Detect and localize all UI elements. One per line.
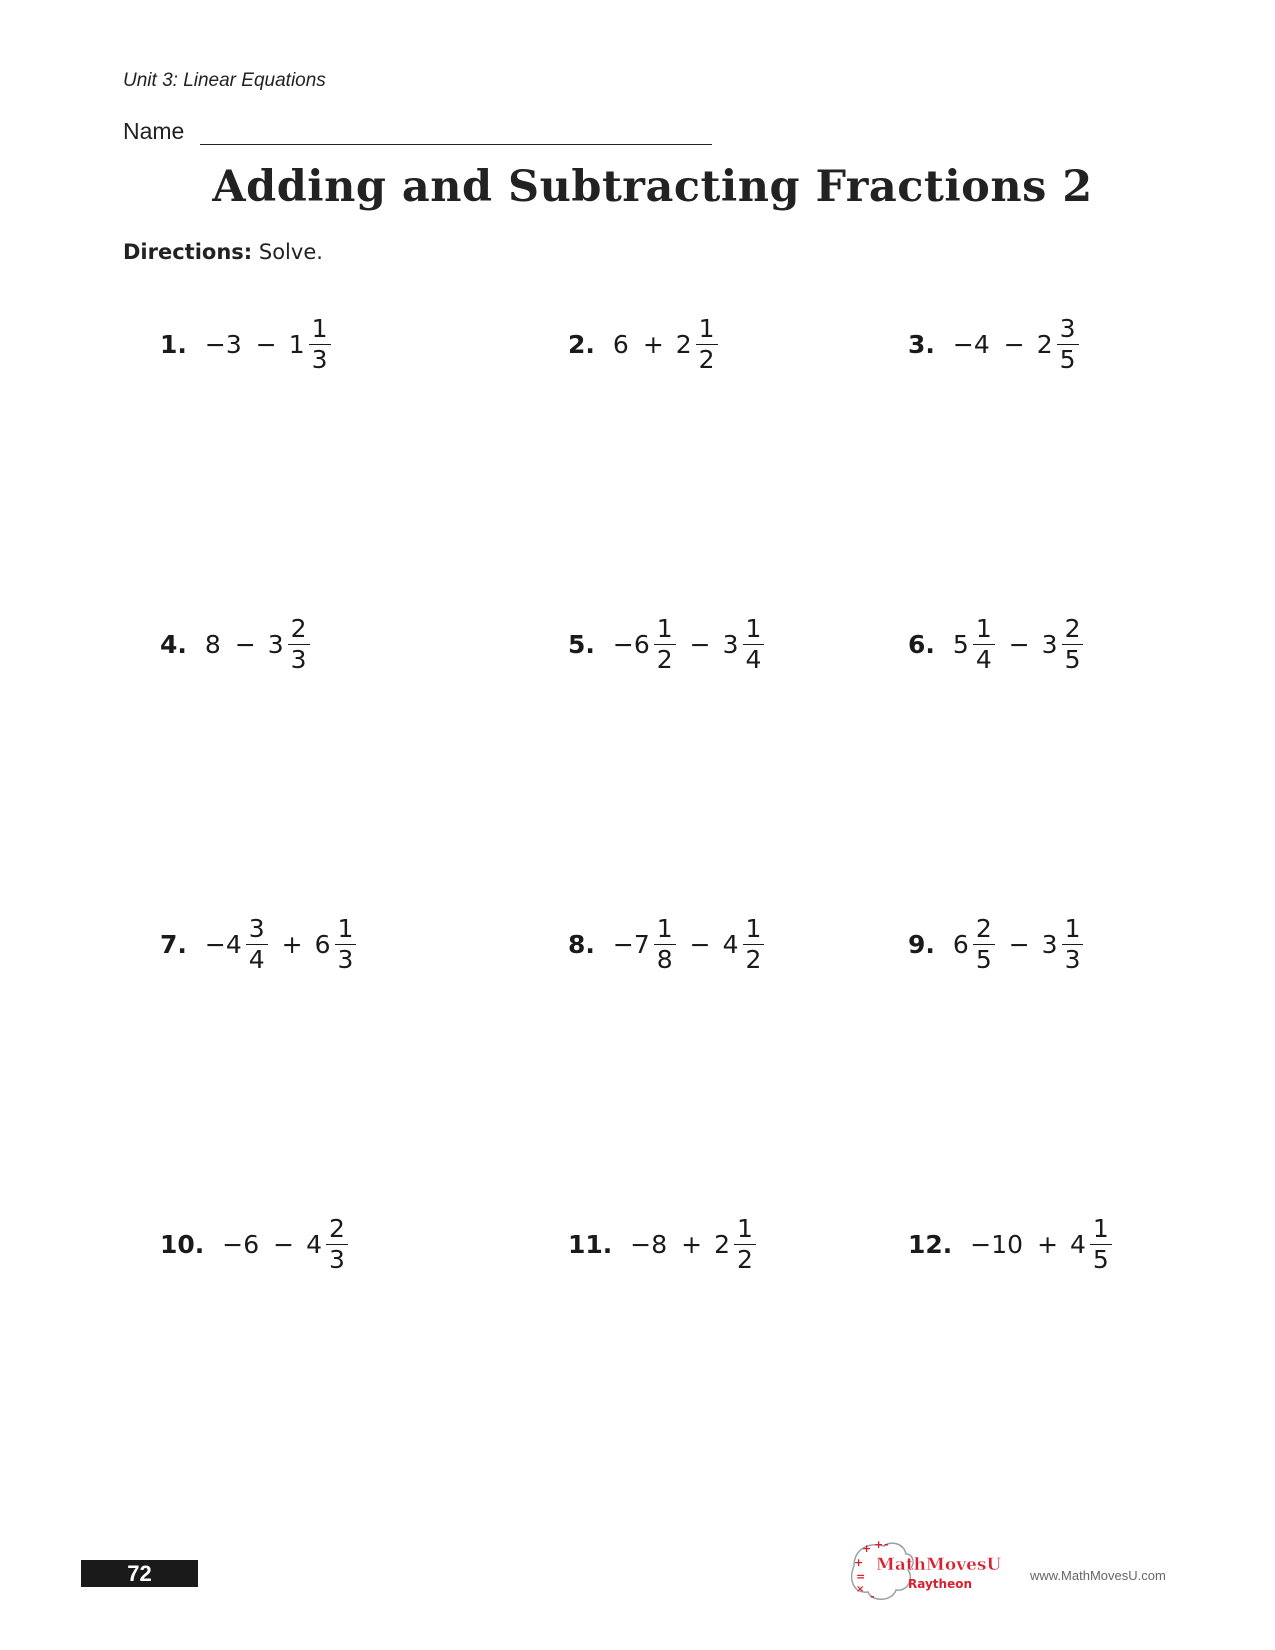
whole-number: 6 — [952, 929, 969, 959]
numerator: 3 — [1057, 314, 1079, 345]
fraction — [696, 314, 718, 375]
name-label: Name — [123, 118, 185, 144]
fraction — [973, 914, 995, 975]
directions-text: Solve. — [252, 240, 323, 264]
fraction — [654, 614, 676, 675]
problem-number: 3. — [908, 329, 935, 359]
denominator: 5 — [1059, 344, 1076, 374]
number-term — [289, 314, 333, 375]
fraction — [335, 914, 357, 975]
fraction — [288, 614, 310, 675]
whole-number: 3 — [1041, 929, 1058, 959]
operator: − — [689, 629, 711, 659]
number-term — [315, 914, 359, 975]
operator: − — [273, 1229, 295, 1259]
problem-5 — [568, 606, 766, 682]
denominator: 3 — [290, 644, 307, 674]
problem-number: 12. — [908, 1229, 953, 1259]
logo-wordmark: MathMovesU — [876, 1555, 1002, 1575]
number-term — [613, 914, 678, 975]
fraction — [1057, 314, 1079, 375]
numerator: 2 — [288, 614, 310, 645]
problem-number: 6. — [908, 629, 935, 659]
number-term — [222, 1230, 261, 1259]
denominator: 2 — [745, 944, 762, 974]
numerator: 1 — [1062, 914, 1084, 945]
directions-label: Directions: — [123, 240, 253, 264]
numerator: 1 — [743, 614, 765, 645]
problem-number: 4. — [160, 629, 187, 659]
whole-number: 4 — [1070, 1229, 1086, 1259]
whole-number: −3 — [204, 329, 242, 359]
whole-number: 8 — [204, 629, 221, 659]
worksheet-title: Adding and Subtracting Fractions 2 — [212, 162, 1093, 212]
whole-number: −6 — [612, 629, 650, 659]
number-term — [953, 614, 997, 675]
number-term — [676, 314, 720, 375]
problem-6 — [908, 606, 1085, 682]
denominator: 2 — [656, 644, 673, 674]
problem-9 — [908, 906, 1085, 982]
problem-2 — [568, 306, 720, 382]
number-term — [953, 330, 992, 359]
fraction — [326, 1214, 348, 1275]
whole-number: −10 — [970, 1229, 1024, 1259]
number-term — [205, 330, 244, 359]
problem-number: 5. — [568, 629, 595, 659]
denominator: 5 — [1092, 1244, 1109, 1274]
fraction — [1062, 914, 1084, 975]
operator: + — [1037, 1229, 1059, 1259]
denominator: 5 — [1064, 644, 1081, 674]
problem-4 — [160, 606, 312, 682]
name-blank-line[interactable] — [200, 122, 712, 145]
numerator: 1 — [309, 314, 331, 345]
whole-number: 3 — [722, 629, 739, 659]
website-url: www.MathMovesU.com — [1030, 1568, 1166, 1583]
whole-number: 4 — [306, 1229, 323, 1259]
problem-number: 1. — [160, 329, 187, 359]
denominator: 4 — [745, 644, 762, 674]
problem-number: 7. — [160, 929, 187, 959]
whole-number: −6 — [222, 1229, 260, 1259]
whole-number: −4 — [952, 329, 990, 359]
page-number: 72 — [81, 1560, 198, 1587]
denominator: 3 — [311, 344, 328, 374]
fraction — [309, 314, 331, 375]
whole-number: 1 — [288, 329, 305, 359]
number-term — [268, 614, 312, 675]
number-term — [723, 614, 767, 675]
problem-number: 8. — [568, 929, 595, 959]
number-term — [613, 614, 678, 675]
fraction — [743, 914, 765, 975]
fraction — [654, 914, 676, 975]
numerator: 1 — [696, 314, 718, 345]
fraction — [973, 614, 995, 675]
numerator: 1 — [973, 614, 995, 645]
problem-12 — [908, 1206, 1114, 1282]
svg-text:+: + — [874, 1538, 884, 1551]
number-term — [613, 330, 631, 359]
number-term — [306, 1214, 350, 1275]
whole-number: −8 — [630, 1229, 668, 1259]
numerator: 1 — [654, 914, 676, 945]
number-term — [714, 1214, 758, 1275]
operator: − — [234, 629, 256, 659]
denominator: 3 — [337, 944, 354, 974]
whole-number: 6 — [314, 929, 331, 959]
denominator: 4 — [975, 644, 992, 674]
operator: − — [689, 929, 711, 959]
numerator: 1 — [1090, 1214, 1112, 1245]
number-term — [630, 1230, 669, 1259]
denominator: 5 — [975, 944, 992, 974]
denominator: 2 — [698, 344, 715, 374]
problem-3 — [908, 306, 1081, 382]
problem-1 — [160, 306, 333, 382]
svg-text:=: = — [856, 1570, 866, 1583]
operator: − — [1008, 629, 1030, 659]
whole-number: 2 — [1036, 329, 1053, 359]
svg-text:-: - — [870, 1590, 875, 1603]
whole-number: −7 — [612, 929, 650, 959]
numerator: 2 — [326, 1214, 348, 1245]
whole-number: 6 — [612, 329, 629, 359]
fraction — [1062, 614, 1084, 675]
unit-label: Unit 3: Linear Equations — [123, 70, 326, 91]
number-term — [205, 630, 223, 659]
operator: + — [281, 929, 303, 959]
mathmovesu-logo — [848, 1536, 1023, 1606]
numerator: 1 — [743, 914, 765, 945]
number-term — [723, 914, 767, 975]
operator: − — [1003, 329, 1025, 359]
whole-number: 4 — [722, 929, 739, 959]
svg-text:+: + — [854, 1556, 864, 1569]
number-term — [970, 1230, 1025, 1259]
problem-7 — [160, 906, 358, 982]
number-term — [1037, 314, 1081, 375]
numerator: 3 — [246, 914, 268, 945]
operator: + — [681, 1229, 703, 1259]
fraction — [246, 914, 268, 975]
problem-number: 11. — [568, 1229, 613, 1259]
numerator: 1 — [734, 1214, 756, 1245]
denominator: 2 — [737, 1244, 753, 1274]
svg-text:-: - — [884, 1538, 889, 1551]
problem-8 — [568, 906, 766, 982]
problem-10 — [160, 1206, 350, 1282]
problem-number: 9. — [908, 929, 935, 959]
problem-11 — [568, 1206, 758, 1282]
logo-sub: Raytheon — [908, 1577, 972, 1591]
operator: + — [642, 329, 664, 359]
problem-number: 10. — [160, 1229, 205, 1259]
numerator: 1 — [335, 914, 357, 945]
denominator: 4 — [248, 944, 265, 974]
numerator: 1 — [654, 614, 676, 645]
number-term — [1042, 614, 1086, 675]
number-term — [205, 914, 270, 975]
directions — [123, 240, 323, 264]
number-term — [1042, 914, 1086, 975]
whole-number: 2 — [675, 329, 692, 359]
operator: − — [1008, 929, 1030, 959]
fraction — [1090, 1214, 1112, 1275]
operator: − — [255, 329, 277, 359]
whole-number: 5 — [952, 629, 969, 659]
number-term — [1070, 1214, 1114, 1275]
fraction — [734, 1214, 756, 1275]
denominator: 3 — [1064, 944, 1081, 974]
denominator: 3 — [329, 1244, 345, 1274]
whole-number: −4 — [204, 929, 242, 959]
numerator: 2 — [1062, 614, 1084, 645]
svg-text:×: × — [856, 1584, 865, 1595]
whole-number: 2 — [714, 1229, 731, 1259]
whole-number: 3 — [267, 629, 284, 659]
number-term — [953, 914, 997, 975]
svg-text:+: + — [862, 1542, 872, 1555]
numerator: 2 — [973, 914, 995, 945]
denominator: 8 — [656, 944, 673, 974]
fraction — [743, 614, 765, 675]
problem-number: 2. — [568, 329, 595, 359]
whole-number: 3 — [1041, 629, 1058, 659]
name-field-row — [123, 118, 712, 145]
